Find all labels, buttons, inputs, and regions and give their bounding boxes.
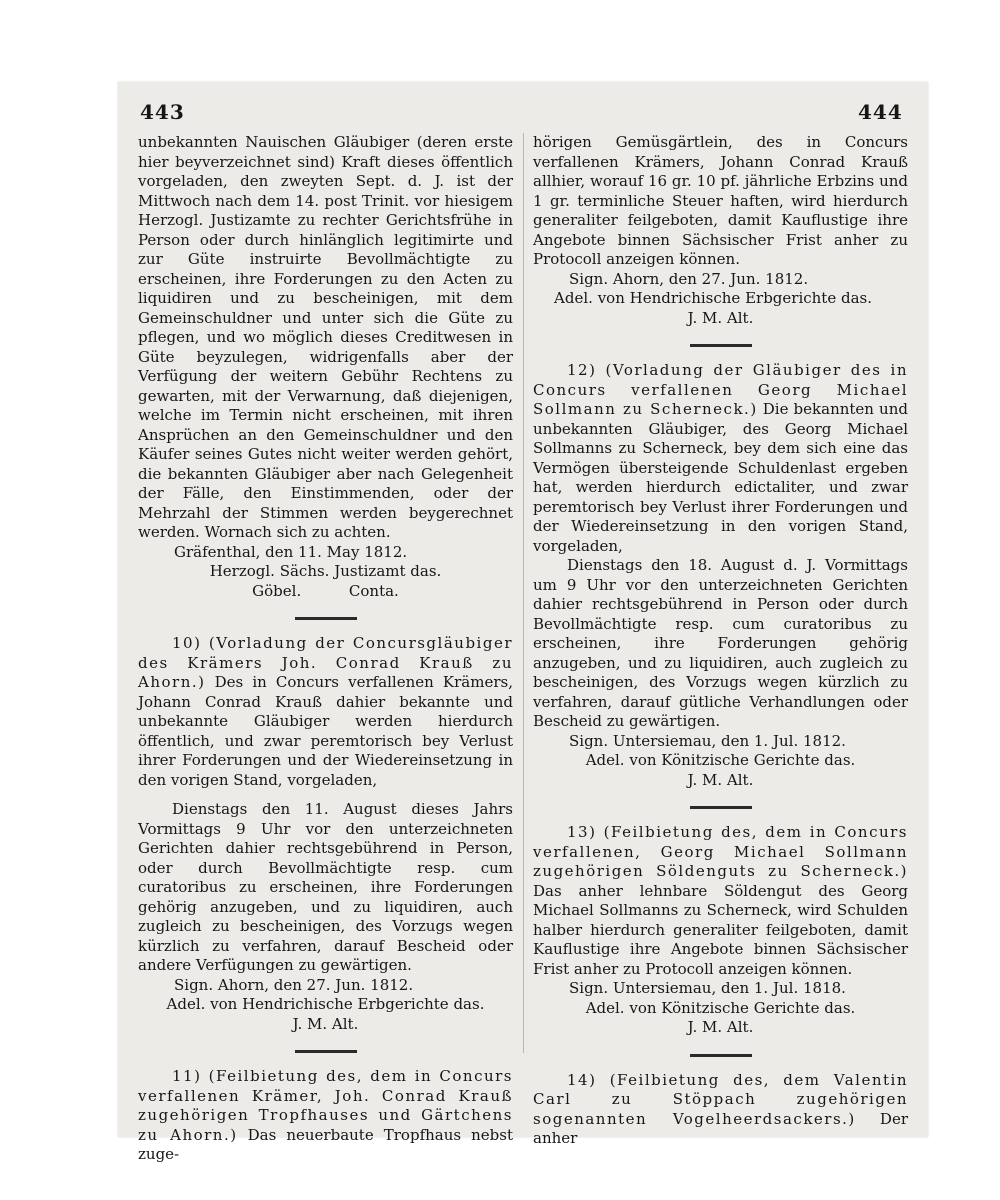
notice-10-authority: Adel. von Hendrichische Erbgerichte das.: [166, 995, 485, 1013]
column-divider: [523, 133, 524, 1053]
right-column: [533, 133, 908, 1149]
section-rule: [690, 806, 752, 809]
left-column: [138, 133, 513, 1165]
notice-10-date-text: Dienstags den 11. August dieses Jahrs Vormittags 9 Uhr vor den unterzeichneten Gerichten dahier rechtsgebührend in Person, oder durch Bevollmächtigte resp. cum curatoribus zu erscheinen, ihre Forderungen gehörig anzugeben, und zu liquidiren, auch zugleich zu bescheinigen, des Vorzugs wegen kürzlich zu verfahren, darauf Bescheid oder andere Verfügungen zu gewärtigen.: [138, 800, 513, 974]
page-number-left: 443: [140, 100, 185, 124]
notice-12-authority: Adel. von Könitzische Gerichte das.: [585, 751, 856, 769]
page-number-right: 444: [858, 100, 903, 124]
notice-14-text: Der anher: [533, 1109, 908, 1147]
notice-12-text: Die bekannten und unbekannten Gläubiger, des Georg Michael Sollmanns zu Scherneck, bey dem sich eine das Vermögen übersteigende Schuldenlast ergeben hat, werden hierdurch edictaliter, und zwar peremtorisch bey Verlust ihrer Forderungen und der Wiedereinsetzung in den vorigen Stand, vorgeladen,: [533, 400, 908, 555]
notice-11: [138, 1067, 513, 1165]
notice-10-signatory: J. M. Alt.: [292, 1014, 359, 1033]
section-rule: [295, 1050, 357, 1053]
notice-12-date-text: Dienstags den 18. August d. J. Vormittags um 9 Uhr vor den unterzeichneten Gerichten dahier rechtsgebührend in Person oder durch Bevollmächtigte resp. cum curatoribus zu erscheinen, ihre Forderungen gehörig anzugeben, und zu liquidiren, auch zugleich zu bescheinigen, des Vorzugs wegen kürzlich zu verfahren, darauf gütliche Verhandlungen oder Bescheid zu gewärtigen.: [533, 556, 908, 730]
notice-signatories: Göbel. Conta.: [252, 581, 399, 600]
notice-place-date: Gräfenthal, den 11. May 1812.: [174, 542, 408, 561]
notice-13-signatory: J. M. Alt.: [687, 1018, 754, 1036]
notice-12-heading: 12) (Vorladung der Gläubiger des in Concurs verfallenen Georg Michael Sollmann zu Scherneck.): [533, 361, 908, 418]
notice-11-heading: 11) (Feilbietung des, dem in Concurs verfallenen Krämer, Joh. Conrad Krauß zugehörigen Tropfhauses und Gärtchens zu Ahorn.): [138, 1067, 513, 1144]
notice-continuation-text: unbekannten Nauischen Gläubiger (deren erste hier beyverzeichnet sind) Kraft dieses öffentlich vorgeladen, den zweyten Sept. d. J. ist der Mittwoch nach dem 14. post Trinit. vor hiesigem Herzogl. Justizamte zu rechter Gerichtsfrühe in Person oder durch hinlänglich legitimirte und zur Güte instruirte Bevollmächtigte zu erscheinen, ihre Forderungen zu den Acten zu liquidiren und zu bescheinigen, mit dem Gemeinschuldner und unter sich die Güte zu pflegen, und wo möglich dieses Creditwesen in Güte beyzulegen, widrigenfalls aber der Verfügung der weitern Gebühr Rechtens zu gewarten, mit der Verwarnung, daß diejenigen, welche im Termin nicht erscheinen, mit ihren Ansprüchen an den Gemeinschuldner und den Käufer seines Gutes nicht weiter werden gehört, die bekannten Gläubiger aber nach Gelegenheit der Fälle, den Einstimmenden, oder der Mehrzahl der Stimmen werden beygerechnet werden. Wornach sich zu achten.: [138, 133, 513, 541]
notice-10-place-date: Sign. Ahorn, den 27. Jun. 1812.: [174, 975, 414, 994]
notice-12: [533, 361, 908, 556]
notice-11-continuation-text: hörigen Gemüsgärtlein, des in Concurs verfallenen Krämers, Johann Conrad Krauß allhier, worauf 16 gr. 10 pf. jährliche Erbzins und 1 gr. terminliche Steuer haften, wird hierdurch generaliter feilgeboten, damit Kauflustige ihre Angebote binnen Sächsischer Frist anher zu Protocoll anzeigen können.: [533, 133, 908, 268]
notice-12-signatory: J. M. Alt.: [687, 770, 754, 789]
notice-13: [533, 823, 908, 979]
section-rule: [690, 1054, 752, 1057]
section-rule: [295, 617, 357, 620]
notice-10: [138, 634, 513, 790]
section-rule: [690, 344, 752, 347]
notice-13-heading: 13) (Feilbietung des, dem in Concurs verfallenen, Georg Michael Sollmann zugehörigen Söldenguts zu Scherneck.): [533, 823, 908, 880]
notice-13-text: Das anher lehnbare Söldengut des Georg Michael Sollmanns zu Scherneck, wird Schulden halber hierdurch generaliter feilgeboten, damit Kauflustige ihre Angebote binnen Sächsischer Frist anher zu Protocoll anzeigen können.: [533, 881, 908, 978]
notice-11-place-date: Sign. Ahorn, den 27. Jun. 1812.: [569, 269, 809, 288]
notice-13-authority: Adel. von Könitzische Gerichte das.: [585, 998, 856, 1017]
notice-10-text: Des in Concurs verfallenen Krämers, Johann Conrad Krauß dahier bekannte und unbekannte Gläubiger werden hierdurch öffentlich, und zwar peremtorisch bey Verlust ihrer Forderungen und der Wiedereinsetzung in den vorigen Stand, vorgeladen,: [138, 673, 513, 789]
notice-11-signatory: J. M. Alt.: [687, 308, 754, 327]
notice-11-text: Das neuerbaute Tropfhaus nebst zuge-: [138, 1125, 513, 1163]
notice-11-authority: Adel. von Hendrichische Erbgerichte das.: [554, 289, 872, 307]
notice-12-place-date: Sign. Untersiemau, den 1. Jul. 1812.: [569, 731, 846, 750]
notice-14: [533, 1071, 908, 1149]
notice-14-heading: 14) (Feilbietung des, dem Valentin Carl zu Stöppach zugehörigen sogenannten Vogelheerdsackers.): [533, 1070, 908, 1128]
notice-10-heading: 10) (Vorladung der Concursgläubiger des Krämers Joh. Conrad Krauß zu Ahorn.): [138, 634, 513, 691]
notice-authority: Herzogl. Sächs. Justizamt das.: [209, 562, 442, 580]
notice-13-place-date: Sign. Untersiemau, den 1. Jul. 1818.: [569, 979, 846, 997]
